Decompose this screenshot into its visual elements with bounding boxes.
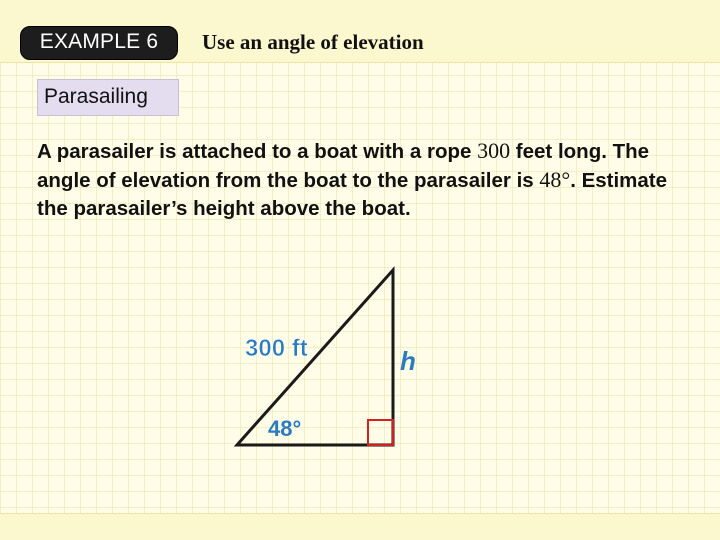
footer-band: [0, 513, 720, 540]
problem-part-2: feet long. The angle of elevation from the boat to the parasailer is: [37, 140, 650, 192]
right-angle-marker: [368, 420, 393, 445]
height-label: h: [400, 346, 416, 376]
example-label: EXAMPLE 6: [39, 30, 159, 53]
lesson-title: Use an angle of elevation: [202, 30, 424, 54]
angle-label: 48°: [268, 416, 302, 441]
example-tab: [20, 26, 178, 60]
problem-text: [37, 137, 697, 223]
angle-value: 48°: [539, 167, 571, 192]
topic-box: [37, 79, 179, 116]
rope-length-value: 300: [477, 138, 511, 163]
hypotenuse-label: 300 ft: [245, 335, 308, 362]
triangle-diagram: [225, 260, 435, 450]
problem-part-1: A parasailer is attached to a boat with a rope: [37, 140, 478, 163]
problem-part-3: . Estimate the parasailer’s height above the boat.: [37, 169, 668, 220]
topic-label: Parasailing: [44, 85, 148, 108]
